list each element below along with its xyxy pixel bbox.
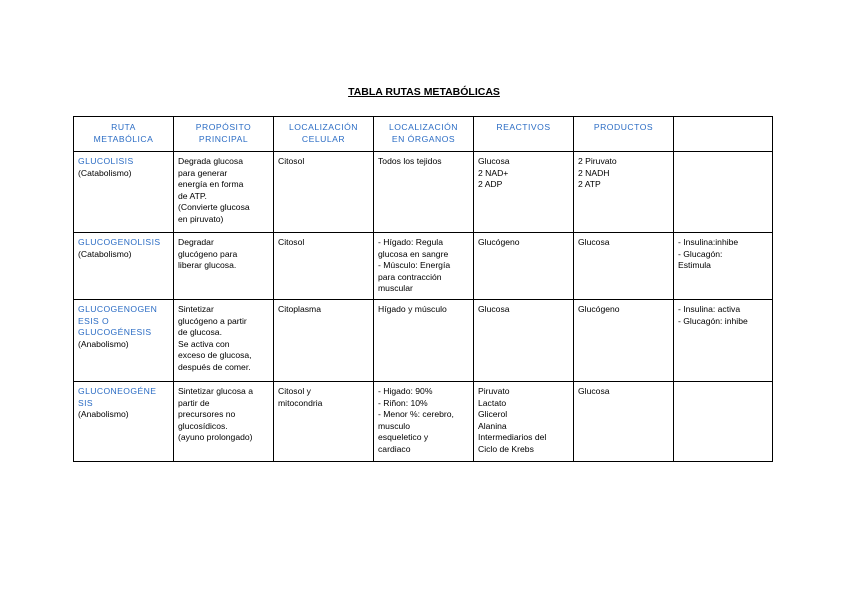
cell-text-line: Glicerol bbox=[478, 409, 508, 419]
cell-text-line: glucosa en sangre bbox=[378, 248, 449, 259]
cell-text-line: musculo bbox=[378, 420, 410, 431]
cell-reactants bbox=[474, 300, 574, 382]
cell-reactants bbox=[474, 152, 574, 233]
title-text: TABLA RUTAS METABÓLICAS bbox=[348, 86, 500, 98]
cell-text-line: Citosol bbox=[278, 237, 305, 247]
header-line: LOCALIZACIÓN bbox=[388, 122, 459, 132]
cell-route bbox=[74, 233, 174, 300]
route-name: ESIS O bbox=[78, 315, 110, 326]
route-type: (Catabolismo) bbox=[78, 248, 132, 259]
cell-reactants bbox=[474, 233, 574, 300]
cell-text-line: de glucosa. bbox=[178, 327, 222, 337]
cell-cellular-location bbox=[274, 300, 374, 382]
cell-text-line: - Glucagón: bbox=[678, 248, 723, 259]
header-route bbox=[74, 117, 174, 152]
cell-text-line: Hígado y músculo bbox=[378, 304, 447, 314]
cell-organ-location bbox=[374, 152, 474, 233]
cell-text-line: para contracción bbox=[378, 271, 442, 282]
cell-text-line: Glucógeno bbox=[578, 304, 620, 314]
cell-text-line: energía en forma bbox=[178, 179, 244, 189]
header-line: EN ÓRGANOS bbox=[391, 133, 456, 144]
cell-text-line: partir de bbox=[178, 397, 210, 408]
cell-text-line: - Menor %: cerebro, bbox=[378, 409, 454, 419]
cell-text-line: esqueletico y bbox=[378, 432, 429, 442]
cell-text-line: - Glucagón: inhibe bbox=[678, 315, 748, 326]
cell-regulation bbox=[674, 300, 773, 382]
cell-text-line: Piruvato bbox=[478, 386, 510, 396]
cell-text-line: Sintetizar bbox=[178, 304, 214, 314]
header-organ-location bbox=[374, 117, 474, 152]
header-line: REACTIVOS bbox=[496, 122, 551, 132]
table-row bbox=[74, 233, 773, 300]
cell-reactants bbox=[474, 382, 574, 462]
cell-text-line: Alanina bbox=[478, 420, 507, 431]
route-name: GLUCONEOGÉNE bbox=[78, 386, 157, 396]
metabolic-routes-table bbox=[73, 116, 773, 462]
header-line: PRINCIPAL bbox=[198, 133, 249, 144]
header-cell-location bbox=[274, 117, 374, 152]
cell-text-line: glucógeno a partir bbox=[178, 315, 247, 326]
table-row bbox=[74, 382, 773, 462]
header-line: PRODUCTOS bbox=[593, 122, 654, 132]
cell-purpose bbox=[174, 300, 274, 382]
cell-text-line: Estimula bbox=[678, 260, 711, 270]
cell-text-line: - Insulina:inhibe bbox=[678, 237, 739, 247]
cell-text-line: Citosol bbox=[278, 156, 305, 166]
route-name: SIS bbox=[78, 397, 94, 408]
cell-text-line: Glucógeno bbox=[478, 237, 520, 247]
cell-cellular-location bbox=[274, 152, 374, 233]
cell-text-line: muscular bbox=[378, 283, 413, 293]
route-type: (Anabolismo) bbox=[78, 338, 129, 349]
cell-products bbox=[574, 233, 674, 300]
cell-text-line: Degradar bbox=[178, 237, 214, 247]
cell-text-line: - Hígado: Regula bbox=[378, 237, 443, 247]
cell-organ-location bbox=[374, 233, 474, 300]
cell-text-line: - Insulina: activa bbox=[678, 304, 741, 314]
cell-text-line: Ciclo de Krebs bbox=[478, 443, 534, 454]
header-reactants bbox=[474, 117, 574, 152]
header-line: PROPÓSITO bbox=[195, 122, 252, 132]
cell-route bbox=[74, 152, 174, 233]
route-name: GLUCOGENOLISIS bbox=[78, 237, 161, 247]
table-row bbox=[74, 152, 773, 233]
cell-text-line: 2 NADH bbox=[578, 167, 610, 178]
cell-cellular-location bbox=[274, 233, 374, 300]
cell-text-line: - Músculo: Energía bbox=[378, 260, 451, 270]
route-name: GLUCOLISIS bbox=[78, 156, 134, 166]
header-products bbox=[574, 117, 674, 152]
cell-text-line: Citoplasma bbox=[278, 304, 321, 314]
cell-text-line: Degrada glucosa bbox=[178, 156, 243, 166]
cell-text-line: precursores no bbox=[178, 409, 236, 419]
cell-purpose bbox=[174, 382, 274, 462]
cell-text-line: 2 ADP bbox=[478, 179, 503, 189]
cell-text-line: - Higado: 90% bbox=[378, 386, 433, 396]
cell-text-line: Glucosa bbox=[578, 386, 610, 396]
header-line: CELULAR bbox=[301, 133, 346, 144]
cell-products bbox=[574, 300, 674, 382]
table-row bbox=[74, 300, 773, 382]
cell-text-line: mitocondria bbox=[278, 397, 323, 408]
cell-text-line: Se activa con bbox=[178, 338, 230, 349]
cell-regulation bbox=[674, 152, 773, 233]
cell-text-line: Citosol y bbox=[278, 386, 311, 396]
cell-purpose bbox=[174, 152, 274, 233]
header-line: METABÓLICA bbox=[93, 133, 154, 144]
cell-text-line: Todos los tejidos bbox=[378, 156, 442, 166]
cell-text-line: (ayuno prolongado) bbox=[178, 432, 253, 442]
cell-regulation bbox=[674, 382, 773, 462]
cell-text-line: de ATP. bbox=[178, 190, 207, 201]
cell-cellular-location bbox=[274, 382, 374, 462]
cell-text-line: en piruvato) bbox=[178, 213, 224, 224]
cell-organ-location bbox=[374, 382, 474, 462]
cell-text-line: liberar glucosa. bbox=[178, 260, 237, 270]
route-name: GLUCOGÉNESIS bbox=[78, 327, 152, 337]
header-line: RUTA bbox=[111, 122, 136, 132]
cell-purpose bbox=[174, 233, 274, 300]
header-line: LOCALIZACIÓN bbox=[288, 122, 359, 132]
cell-organ-location bbox=[374, 300, 474, 382]
header-regulation bbox=[674, 117, 773, 152]
cell-products bbox=[574, 152, 674, 233]
cell-text-line: Intermediarios del bbox=[478, 432, 547, 442]
cell-products bbox=[574, 382, 674, 462]
cell-text-line: después de comer. bbox=[178, 361, 251, 372]
cell-text-line: para generar bbox=[178, 167, 228, 178]
page-title bbox=[0, 86, 848, 98]
cell-text-line: Sintetizar glucosa a bbox=[178, 386, 253, 396]
cell-text-line: 2 NAD+ bbox=[478, 167, 509, 178]
cell-text-line: Glucosa bbox=[478, 156, 510, 166]
cell-route bbox=[74, 300, 174, 382]
cell-text-line: glucógeno para bbox=[178, 248, 238, 259]
table-header-row bbox=[74, 117, 773, 152]
cell-text-line: cardiaco bbox=[378, 443, 411, 454]
route-type: (Anabolismo) bbox=[78, 409, 129, 419]
cell-text-line: Lactato bbox=[478, 397, 507, 408]
route-name: GLUCOGENOGEN bbox=[78, 304, 158, 314]
cell-text-line: Glucosa bbox=[478, 304, 510, 314]
cell-regulation bbox=[674, 233, 773, 300]
route-type: (Catabolismo) bbox=[78, 167, 132, 178]
cell-text-line: - Riñon: 10% bbox=[378, 397, 428, 408]
cell-text-line: (Convierte glucosa bbox=[178, 202, 250, 212]
cell-text-line: 2 Piruvato bbox=[578, 156, 617, 166]
cell-text-line: glucosídicos. bbox=[178, 420, 228, 431]
cell-route bbox=[74, 382, 174, 462]
header-purpose bbox=[174, 117, 274, 152]
cell-text-line: Glucosa bbox=[578, 237, 610, 247]
cell-text-line: 2 ATP bbox=[578, 179, 601, 189]
cell-text-line: exceso de glucosa, bbox=[178, 350, 252, 360]
